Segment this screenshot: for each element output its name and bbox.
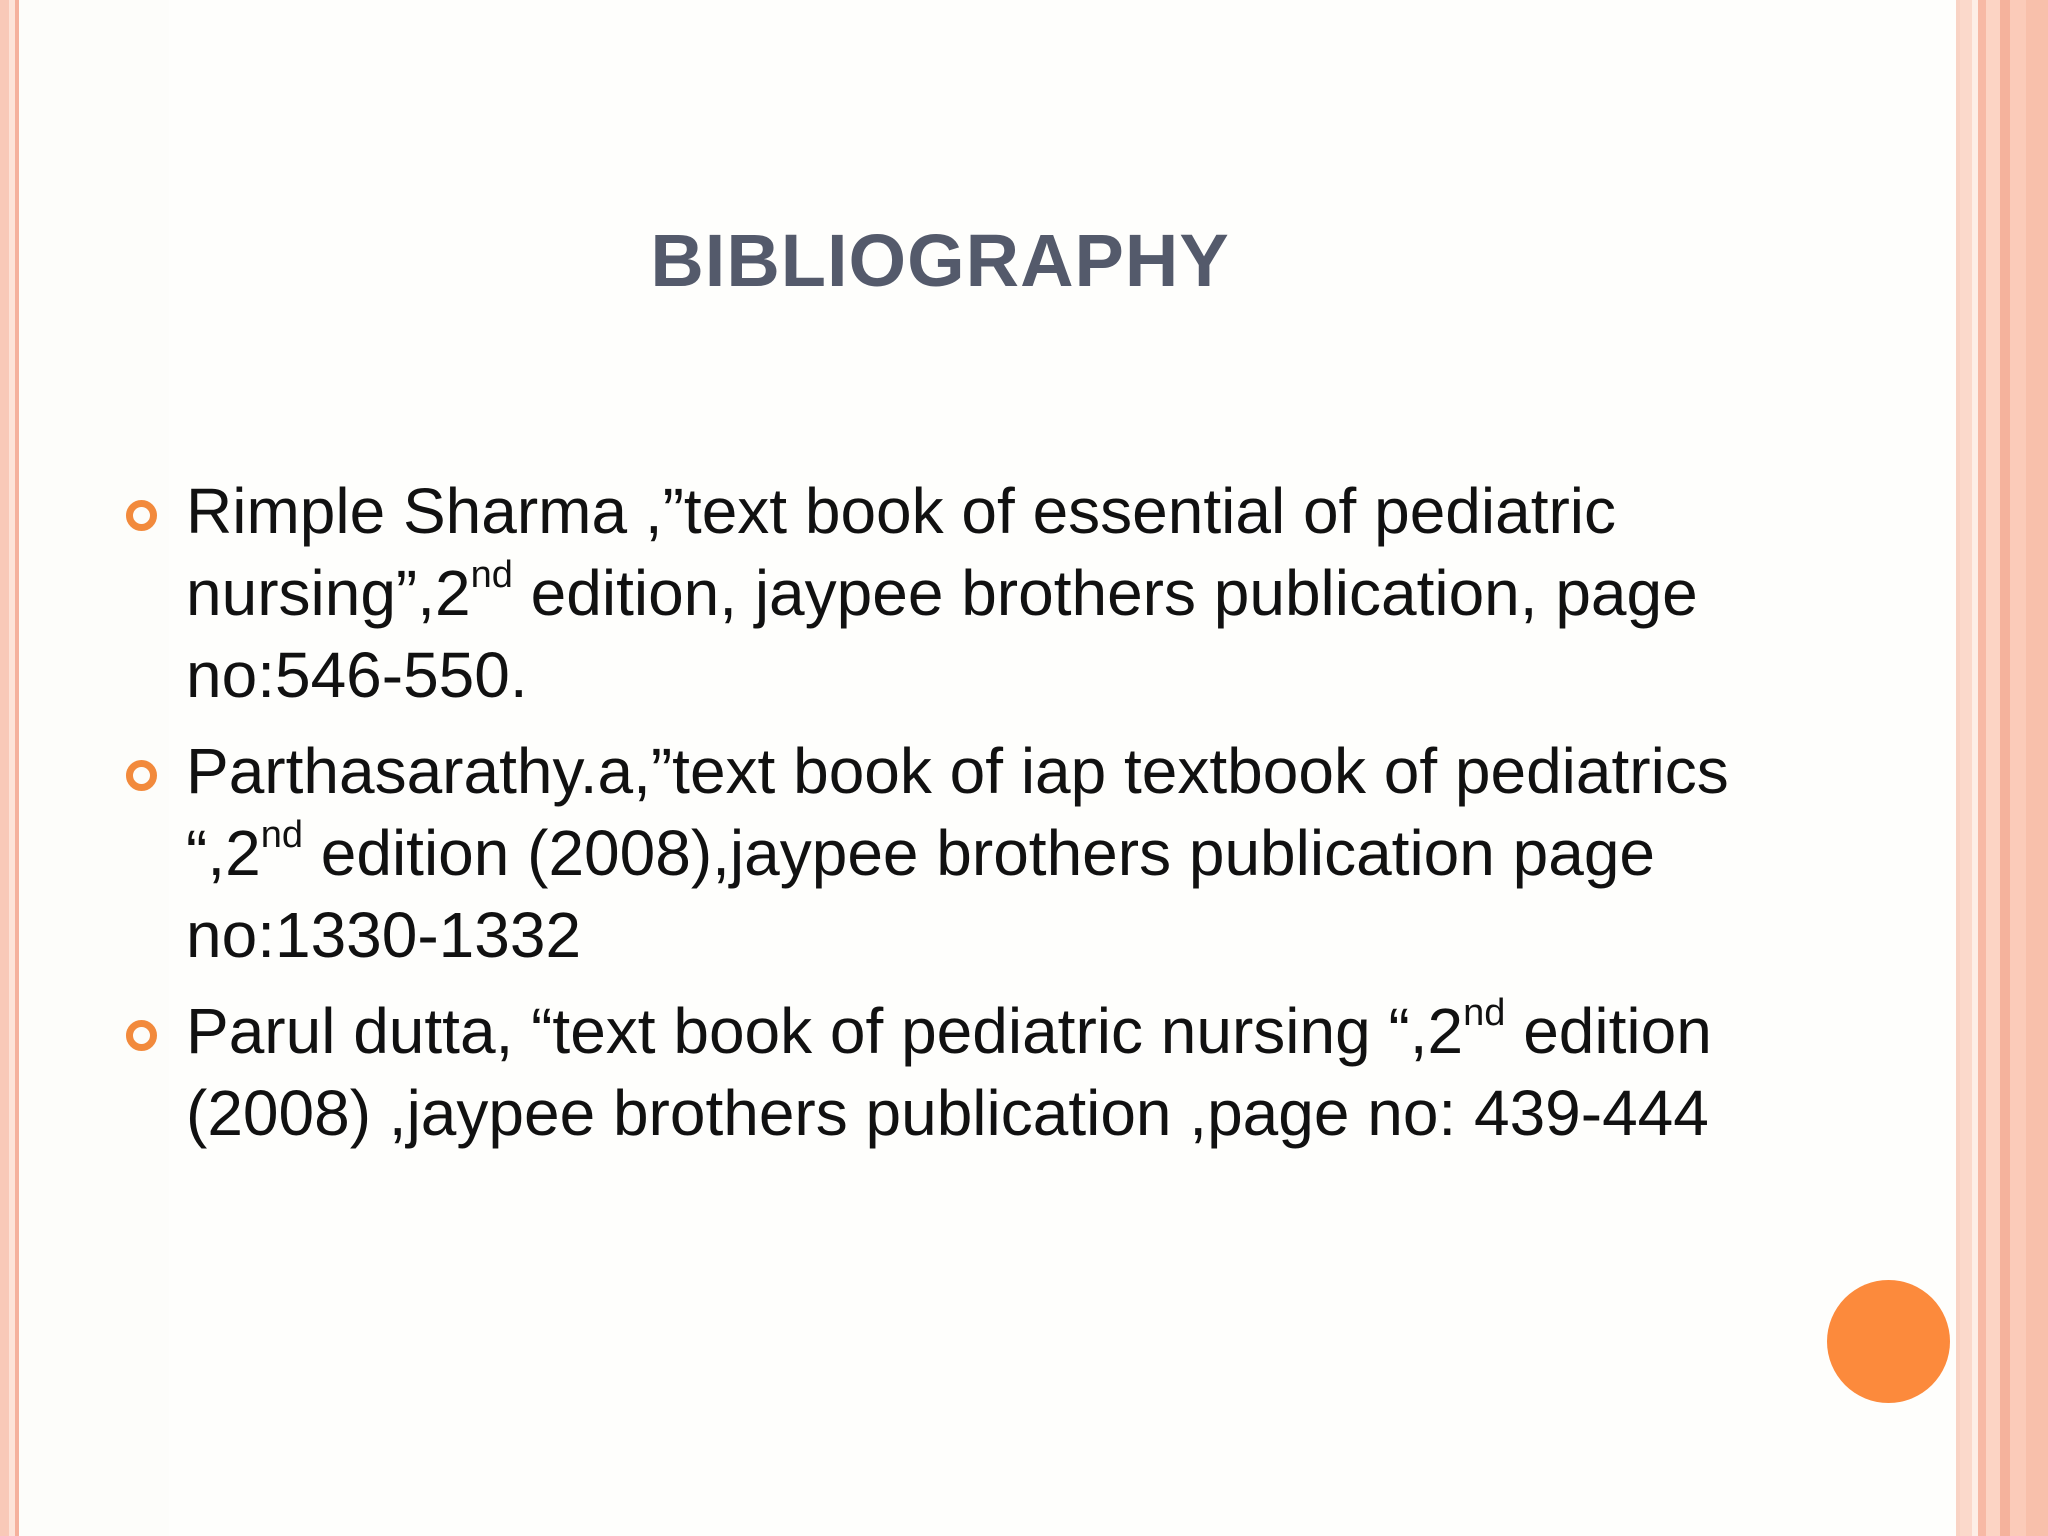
reference-text: Rimple Sharma ,”text book of essential of pediatric nursing”,2 — [186, 475, 1616, 629]
ordinal-superscript: nd — [1463, 992, 1506, 1034]
reference-item — [124, 470, 1824, 716]
hollow-circle-bullet-icon — [126, 1020, 157, 1051]
reference-text: Parthasarathy.a,”text book of iap textbook of pediatrics “,2 — [186, 735, 1729, 889]
right-border-stripe — [1960, 0, 1972, 1536]
right-border-stripe — [2026, 0, 2048, 1536]
reference-item — [124, 730, 1824, 976]
reference-list — [124, 470, 1824, 1168]
ordinal-superscript: nd — [260, 814, 303, 856]
reference-text-continued: edition, jaypee brothers publication, page no:546-550. — [186, 557, 1698, 711]
right-border-stripe — [2010, 0, 2026, 1536]
ordinal-superscript: nd — [470, 554, 513, 596]
reference-item — [124, 990, 1824, 1154]
reference-text-continued: edition (2008) ,jaypee brothers publication ,page no: 439-444 — [186, 995, 1712, 1149]
right-border-stripe — [2000, 0, 2010, 1536]
hollow-circle-bullet-icon — [126, 760, 157, 791]
reference-text: Parul dutta, “text book of pediatric nursing “,2 — [186, 995, 1464, 1067]
right-border-stripe — [1986, 0, 2000, 1536]
reference-text-continued: edition (2008),jaypee brothers publication page no:1330-1332 — [186, 817, 1655, 971]
slide-title: BIBLIOGRAPHY — [650, 219, 1230, 302]
right-border-stripe — [1978, 0, 1986, 1536]
hollow-circle-bullet-icon — [126, 500, 157, 531]
orange-circle-icon — [1827, 1280, 1950, 1403]
